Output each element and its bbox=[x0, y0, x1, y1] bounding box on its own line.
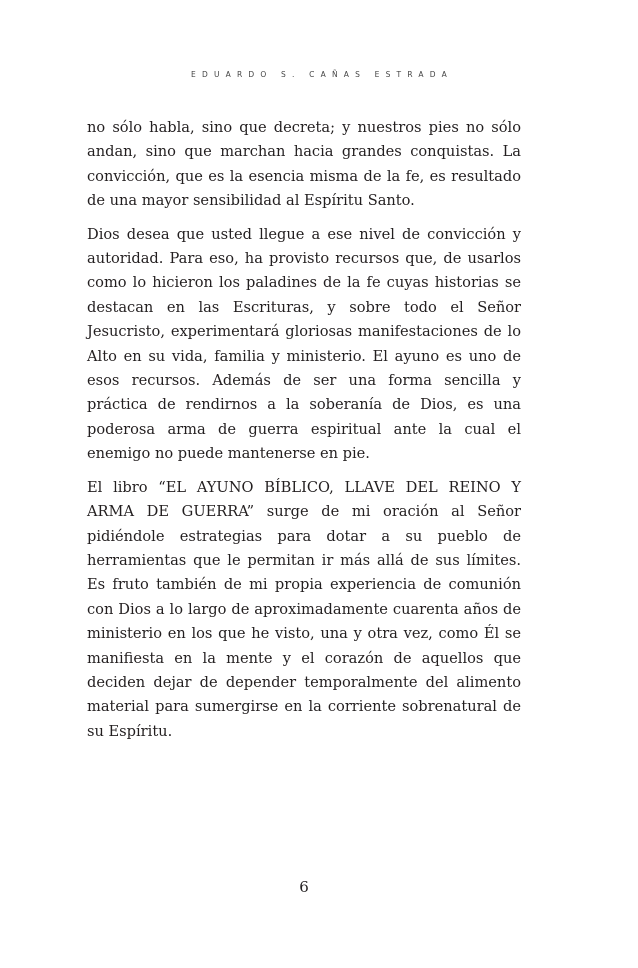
paragraph-3: El libro “EL AYUNO BÍBLICO, LLAVE DEL REINO Y ARMA DE GUERRA” surge de mi oración al Señor pidiéndole estrategias para dotar a su pueblo de herramientas que le permitan ir más allá de sus límites. Es fruto también de mi propia experiencia de comunión con Dios a lo largo de aproximadamente cuarenta años de ministerio en los que he visto, una y otra vez, como Él se manifiesta en la mente y el corazón de aquellos que deciden dejar de depender temporalmente del alimento material para sumergirse en la corriente sobrenatural de su Espíritu. bbox=[87, 478, 521, 740]
paragraph-1: no sólo habla, sino que decreta; y nuestros pies no sólo andan, sino que marchan hacia grandes conquistas. La convicción, que es la esencia misma de la fe, es resultado de una mayor sensibilidad al Espíritu Santo. bbox=[87, 119, 521, 210]
running-head: EDUARDO S. CAÑAS ESTRADA bbox=[191, 70, 453, 79]
body-text bbox=[87, 116, 521, 753]
paragraph-2: Dios desea que usted llegue a ese nivel de convicción y autoridad. Para eso, ha provisto recursos que, de usarlos como lo hicieron los paladines de la fe cuyas historias se destacan en las Escrituras, y sobre todo el Señor Jesucristo, experimentará gloriosas manifestaciones de lo Alto en su vida, familia y ministerio. El ayuno es uno de esos recursos. Además de ser una forma sencilla y práctica de rendirnos a la soberanía de Dios, es una poderosa arma de guerra espiritual ante la cual el enemigo no puede mantenerse en pie. bbox=[87, 225, 521, 463]
page-number: 6 bbox=[299, 878, 309, 896]
